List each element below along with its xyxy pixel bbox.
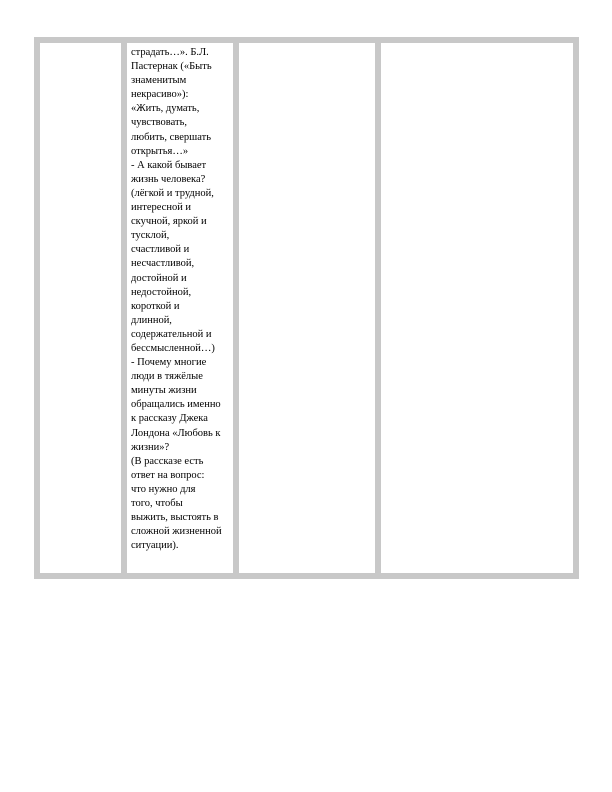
text-line: выжить, выстоять в	[131, 512, 219, 524]
text-line: сложной жизненной	[131, 526, 222, 538]
text-line: (лёгкой и трудной,	[131, 187, 214, 199]
text-line: знаменитым	[131, 75, 187, 87]
table-row	[37, 40, 576, 576]
text-line: жизнь человека?	[131, 173, 206, 185]
text-line: (В рассказе есть	[131, 455, 204, 467]
text-line: Пастернак («Быть	[131, 61, 212, 73]
text-line: жизни»?	[131, 441, 170, 453]
text-line: Лондона «Любовь к	[131, 427, 221, 439]
text-line: длинной,	[131, 314, 172, 326]
text-line: интересной и	[131, 202, 192, 214]
text-line: страдать…». Б.Л.	[131, 47, 209, 58]
text-line: «Жить, думать,	[131, 103, 200, 115]
text-line: счастливой и	[131, 244, 190, 256]
table-cell-discussion	[124, 40, 236, 576]
text-line: недостойной,	[131, 286, 192, 298]
document-table	[34, 37, 579, 579]
text-line: к рассказу Джека	[131, 413, 208, 425]
text-line: обращались именно	[131, 399, 221, 411]
text-line: короткой и	[131, 300, 180, 312]
text-line: того, чтобы	[131, 498, 183, 509]
text-line: содержательной и	[131, 328, 212, 340]
text-line: скучной, яркой и	[131, 216, 207, 228]
text-line: чувствовать,	[131, 117, 188, 129]
text-line: - А какой бывает	[131, 159, 207, 171]
discussion-text	[127, 43, 233, 553]
text-line: тусклой,	[131, 230, 170, 242]
text-line: ответ на вопрос:	[131, 469, 205, 481]
text-line: любить, свершать	[131, 131, 211, 143]
text-line: открытья…»	[131, 145, 189, 157]
table-cell-empty-3	[236, 40, 378, 576]
text-line: - Почему многие	[131, 357, 207, 369]
text-line: что нужно для	[131, 483, 196, 495]
table-cell-empty-4	[378, 40, 576, 576]
text-line: некрасиво»):	[131, 89, 189, 101]
text-line: бессмысленной…)	[131, 342, 215, 354]
text-line: несчастливой,	[131, 258, 195, 270]
text-line: ситуации).	[131, 540, 179, 552]
text-line: люди в тяжёлые	[131, 371, 203, 383]
table-cell-empty-1	[37, 40, 124, 576]
text-line: достойной и	[131, 272, 187, 284]
text-line: минуты жизни	[131, 385, 197, 397]
